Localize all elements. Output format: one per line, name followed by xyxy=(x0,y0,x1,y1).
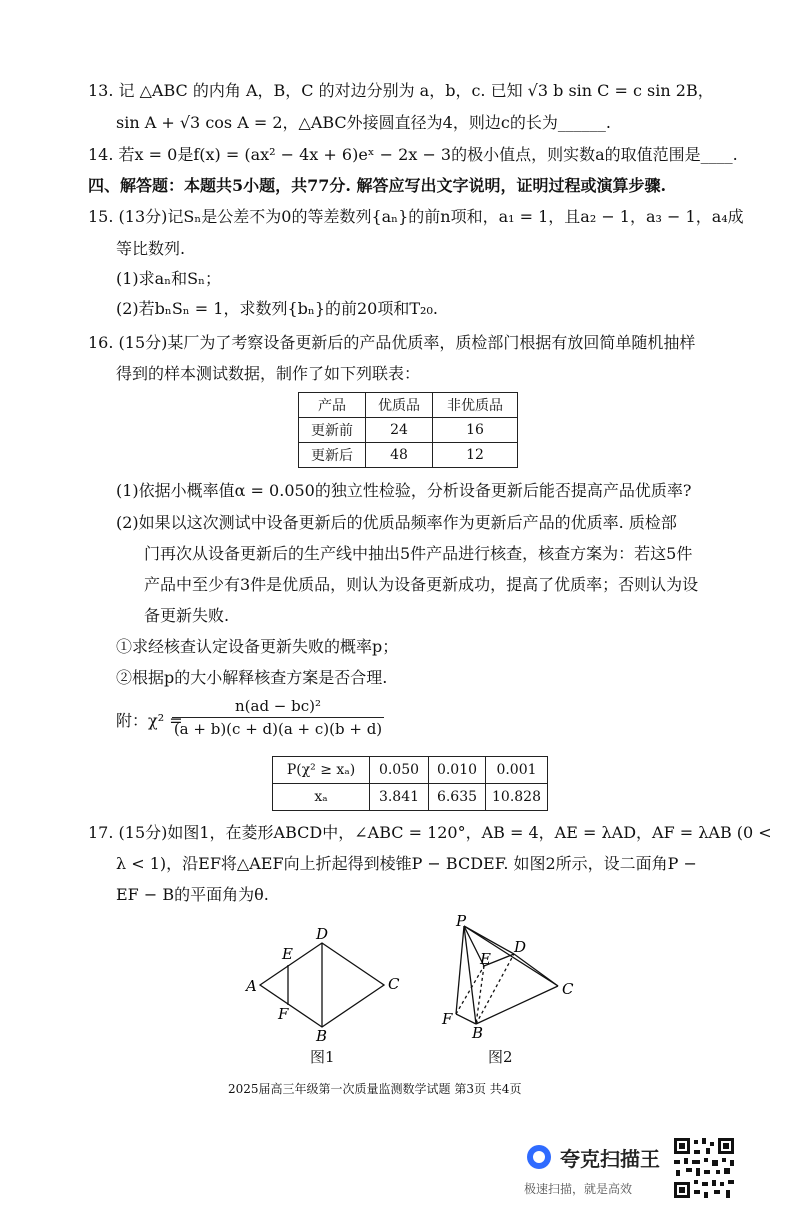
edge-fb xyxy=(456,1014,476,1024)
figure-2-caption: 图2 xyxy=(488,1048,513,1066)
watermark-slogan: 极速扫描，就是高效 xyxy=(524,1182,633,1196)
label-f: F xyxy=(278,1005,289,1023)
table-row xyxy=(273,757,548,784)
formula-prefix: 附：χ² = xyxy=(116,711,183,730)
table-cell: 更新前 xyxy=(299,418,366,443)
qr-code-icon xyxy=(672,1136,736,1200)
table-row xyxy=(299,418,518,443)
q13-line1: 13. 记 △ABC 的内角 A，B，C 的对边分别为 a，b，c. 已知 √3 b sin C = c sin 2B， xyxy=(88,81,714,100)
label-e: E xyxy=(282,945,293,963)
q16-part2-l2: 门再次从设备更新后的生产线中抽出5件产品进行核查，核查方案为：若这5件 xyxy=(144,544,693,563)
q16-sub1: ①求经核查认定设备更新失败的概率p； xyxy=(116,637,399,656)
figure-1-caption: 图1 xyxy=(310,1048,335,1066)
table-cell: xₐ xyxy=(273,784,370,811)
q16-sub2: ②根据p的大小解释核查方案是否合理. xyxy=(116,668,388,687)
figure-2-pyramid xyxy=(436,912,586,1040)
scanner-logo-icon xyxy=(524,1142,554,1172)
label-a: A xyxy=(246,977,257,995)
label-c: C xyxy=(388,975,400,993)
section-title: 四、解答题：本题共5小题，共77分. 解答应写出文字说明，证明过程或演算步骤. xyxy=(88,176,667,195)
q15-line1: 15. (13分)记Sₙ是公差不为0的等差数列{aₙ}的前n项和，a₁ = 1，且a₂ − 1，a₃ − 1，a₄成 xyxy=(88,207,744,226)
table-cell: 更新后 xyxy=(299,443,366,468)
table-cell: 3.841 xyxy=(370,784,429,811)
label-c: C xyxy=(562,980,574,998)
table-header: 非优质品 xyxy=(433,393,518,418)
q16-part2-l1: (2)如果以这次测试中设备更新后的优质品频率作为更新后产品的优质率. 质检部 xyxy=(116,513,677,532)
formula-denominator: (a + b)(c + d)(a + c)(b + d) xyxy=(173,720,383,738)
table-cell: P(χ² ≥ xₐ) xyxy=(273,757,370,784)
table-cell: 16 xyxy=(433,418,518,443)
figure-1-rhombus xyxy=(238,925,408,1045)
q17-line1: 17. (15分)如图1，在菱形ABCD中，∠ABC = 120°，AB = 4，AE = λAD，AF = λAB (0 < xyxy=(88,823,772,842)
table-cell: 0.010 xyxy=(429,757,486,784)
edge-bc xyxy=(476,986,558,1024)
q16-line1: 16. (15分)某厂为了考察设备更新后的产品优质率，质检部门根据有放回简单随机抽样 xyxy=(88,333,696,352)
label-d: D xyxy=(316,925,329,943)
table-header: 产品 xyxy=(299,393,366,418)
q14-line1: 14. 若x = 0是f(x) = (ax² − 4x + 6)eˣ − 2x − 3的极小值点，则实数a的取值范围是____. xyxy=(88,145,738,164)
reference-table xyxy=(272,756,548,811)
edge-pb xyxy=(464,926,476,1024)
table-cell: 10.828 xyxy=(486,784,548,811)
table-cell: 48 xyxy=(366,443,433,468)
table-cell: 6.635 xyxy=(429,784,486,811)
table-cell: 12 xyxy=(433,443,518,468)
table-header-row xyxy=(299,393,518,418)
q17-line3: EF − B的平面角为θ. xyxy=(116,885,269,904)
formula-numerator: n(ad − bc)² xyxy=(234,697,322,715)
table-cell: 24 xyxy=(366,418,433,443)
label-f: F xyxy=(442,1010,453,1028)
q16-part1: (1)依据小概率值α = 0.050的独立性检验，分析设备更新后能否提高产品优质率? xyxy=(116,481,692,500)
edge-eb-hidden xyxy=(476,966,484,1024)
q16-line2: 得到的样本测试数据，制作了如下列联表： xyxy=(116,364,421,383)
q13-line2: sin A + √3 cos A = 2，△ABC外接圆直径为4，则边c的长为______. xyxy=(116,113,611,132)
label-d: D xyxy=(514,938,527,956)
chi-square-fraction xyxy=(172,697,384,738)
edge-pf xyxy=(456,926,464,1014)
table-row xyxy=(273,784,548,811)
q16-part2-l3: 产品中至少有3件是优质品，则认为设备更新成功，提高了优质率；否则认为设 xyxy=(144,575,699,594)
table-cell: 0.050 xyxy=(370,757,429,784)
label-b: B xyxy=(472,1024,484,1040)
table-row xyxy=(299,443,518,468)
contingency-table xyxy=(298,392,518,468)
q15-line2: 等比数列. xyxy=(116,239,186,258)
table-cell: 0.001 xyxy=(486,757,548,784)
table-header: 优质品 xyxy=(366,393,433,418)
q15-part2: (2)若bₙSₙ = 1，求数列{bₙ}的前20项和T₂₀. xyxy=(116,299,438,318)
fraction-bar xyxy=(172,717,384,718)
page-footer: 2025届高三年级第一次质量监测数学试题 第3页 共4页 xyxy=(228,1082,522,1096)
watermark-brand: 夸克扫描王 xyxy=(560,1147,660,1171)
q15-part1: (1)求aₙ和Sₙ； xyxy=(116,269,222,288)
label-e: E xyxy=(480,950,491,968)
edge-dc xyxy=(514,954,558,986)
label-b: B xyxy=(316,1027,328,1045)
q17-line2: λ < 1)，沿EF将△AEF向上折起得到棱锥P − BCDEF. 如图2所示，设二面角P − xyxy=(116,854,697,873)
q16-part2-l4: 备更新失败. xyxy=(144,606,230,625)
label-p: P xyxy=(456,912,467,930)
